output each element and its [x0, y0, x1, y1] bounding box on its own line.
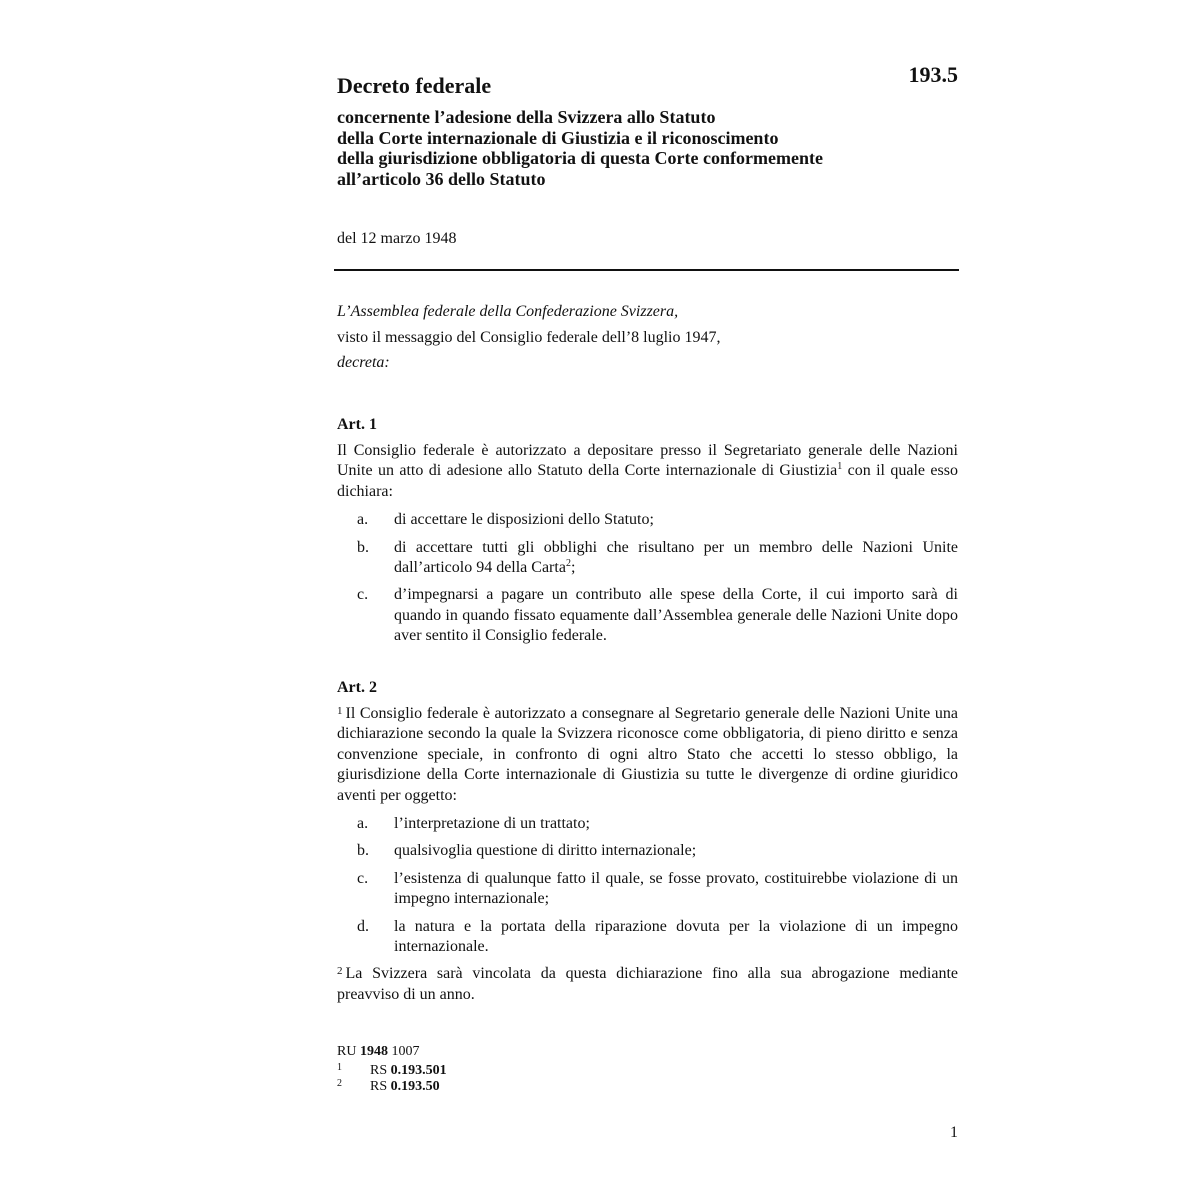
article-2-paragraph-2: [337, 964, 958, 1005]
list-marker: c.: [357, 586, 369, 604]
list-marker: a.: [357, 511, 369, 529]
subtitle-line: all’articolo 36 dello Statuto: [337, 168, 546, 189]
list-marker: b.: [357, 842, 369, 860]
footnotes: [337, 1044, 447, 1095]
subtitle-line: della Corte internazionale di Giustizia e il riconoscimento: [337, 127, 779, 148]
footnote-number: 2: [337, 1078, 342, 1089]
footnote-ref-number[interactable]: 0.193.501: [390, 1063, 447, 1078]
footnote-ref-number[interactable]: 0.193.50: [390, 1079, 440, 1094]
article-1: [337, 415, 958, 647]
document-date: del 12 marzo 1948: [337, 230, 457, 247]
footnote-number: 1: [337, 1062, 342, 1073]
list-item: [337, 510, 958, 530]
list-item: [337, 841, 958, 861]
document-title: Decreto federale: [337, 73, 492, 98]
document-number: 193.5: [908, 62, 958, 87]
list-item-text: di accettare le disposizioni dello Statuto;: [394, 511, 654, 529]
preamble-assembly: L’Assemblea federale della Confederazione Svizzera,: [337, 303, 679, 320]
footnote-ref[interactable]: 2: [565, 558, 571, 570]
list-item-text-main: di accettare tutti gli obblighi che risultano per un membro delle Nazioni Unite dall’articolo 94 della Carta: [394, 538, 958, 577]
list-item: [337, 814, 958, 834]
header-divider: [334, 269, 959, 271]
article-1-title: Art. 1: [337, 416, 377, 433]
article-1-list: [337, 510, 958, 646]
subtitle-line: della giurisdizione obbligatoria di questa Corte conformemente: [337, 148, 823, 168]
article-1-intro: [337, 441, 958, 502]
paragraph-text: La Svizzera sarà vincolata da questa dichiarazione fino alla sua abrogazione mediante preavviso di un anno.: [337, 965, 958, 1003]
article-2-title: Art. 2: [337, 679, 377, 696]
ru-year: 1948: [359, 1044, 388, 1059]
preamble-considering: visto il messaggio del Consiglio federale dell’8 luglio 1947,: [337, 328, 721, 346]
ru-page: 1007: [391, 1044, 420, 1059]
ru-reference: [337, 1044, 447, 1060]
footnote-ref[interactable]: 1: [837, 461, 843, 473]
paragraph-number: 2: [337, 965, 343, 978]
list-item: [337, 917, 958, 958]
article-2-list: [337, 814, 958, 957]
preamble-decrees: decreta:: [337, 354, 390, 371]
list-item-text: [394, 539, 958, 576]
list-item: [337, 869, 958, 910]
list-marker: b.: [357, 538, 369, 556]
list-marker: a.: [357, 815, 369, 833]
subtitle-line: concernente l’adesione della Svizzera allo Statuto: [337, 107, 716, 127]
footnote: [337, 1079, 447, 1095]
list-item-text: l’esistenza di qualunque fatto il quale, se fosse provato, costituirebbe violazione di un impegno internazionale;: [394, 869, 958, 908]
article-1-intro-text: Il Consiglio federale è autorizzato a depositare presso il Segretariato generale delle Nazioni Unite un atto di adesione allo Statuto della Corte internazionale di Giustizia: [337, 442, 958, 480]
list-item-text: l’interpretazione di un trattato;: [394, 815, 590, 833]
list-item: [337, 585, 958, 646]
list-item-text-tail: ;: [570, 559, 576, 577]
paragraph-number: 1: [337, 705, 343, 717]
list-item-text: la natura e la portata della riparazione dovuta per la violazione di un impegno internazionale.: [394, 917, 958, 956]
document-page: [337, 0, 958, 1200]
ru-prefix: RU: [337, 1044, 357, 1059]
footnote-prefix: RS: [370, 1063, 388, 1078]
list-item-text: d’impegnarsi a pagare un contributo alle spese della Corte, il cui importo sarà di quando in quando fissato equamente dall’Assemblea generale delle Nazioni Unite dopo aver sentito il Consiglio federale.: [394, 586, 958, 645]
list-item: [337, 538, 958, 579]
footnote-text: [337, 1079, 440, 1094]
list-marker: d.: [357, 917, 369, 935]
article-1-intro-tail: con il quale esso dichiara:: [337, 462, 958, 500]
document-subtitle: [337, 107, 958, 189]
article-2: [337, 678, 958, 1005]
list-item-text: qualsivoglia questione di diritto internazionale;: [394, 842, 697, 860]
footnote-text: [337, 1063, 447, 1078]
footnote-prefix: RS: [370, 1079, 388, 1094]
footnote: [337, 1063, 447, 1079]
page-number: 1: [950, 1124, 958, 1141]
article-2-paragraph-1: [337, 704, 958, 806]
paragraph-text: Il Consiglio federale è autorizzato a consegnare al Segretario generale delle Nazioni Unite una dichiarazione secondo la quale la Svizzera riconosce come obbligatoria, di pieno diritto e senza convenzione speciale, in confronto di ogni altro Stato che accetti lo stesso obbligo, la giurisdizione della Corte internazionale di Giustizia su tutte le divergenze di ordine giuridico aventi per oggetto:: [337, 705, 958, 804]
list-marker: c.: [357, 869, 369, 887]
preamble: [337, 299, 721, 376]
